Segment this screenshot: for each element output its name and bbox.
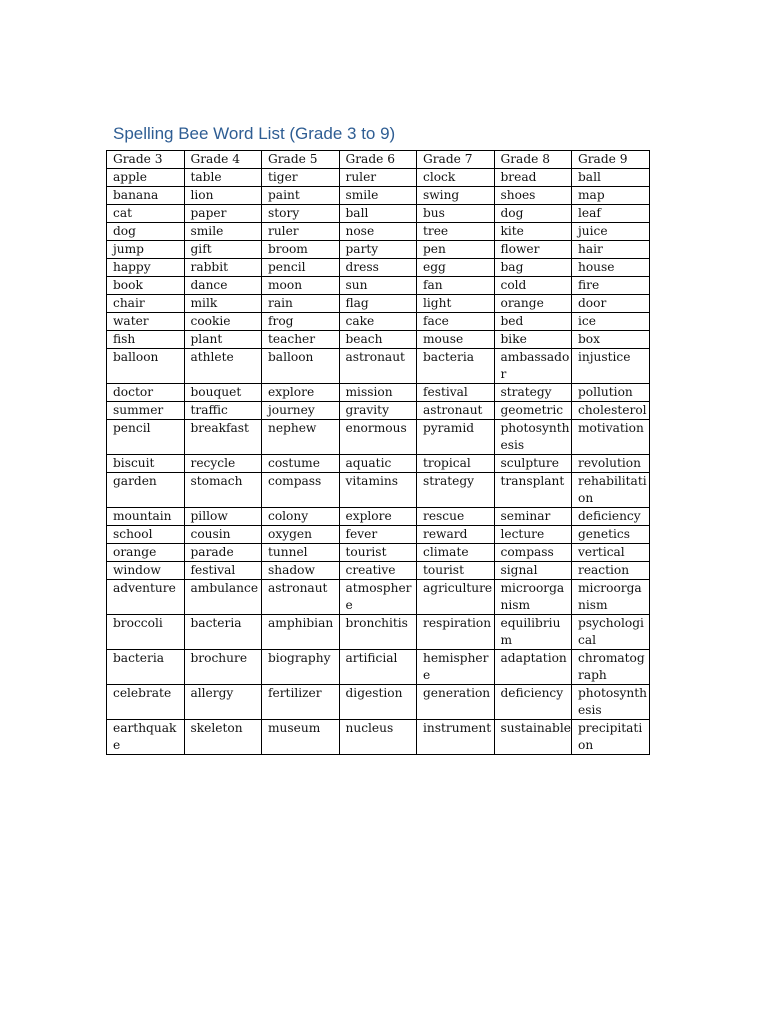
word-cell: fish [107, 331, 185, 349]
word-cell: bed [494, 313, 572, 331]
word-cell: gift [184, 241, 262, 259]
table-row [107, 685, 650, 720]
word-cell: water [107, 313, 185, 331]
word-cell: astronaut [262, 580, 340, 615]
column-header: Grade 8 [494, 151, 572, 169]
word-cell: cold [494, 277, 572, 295]
table-row [107, 295, 650, 313]
word-cell: ball [572, 169, 650, 187]
word-cell: brochure [184, 650, 262, 685]
word-cell: skeleton [184, 720, 262, 755]
word-cell: balloon [262, 349, 340, 384]
word-cell: light [417, 295, 495, 313]
word-cell: creative [339, 562, 417, 580]
word-cell: nose [339, 223, 417, 241]
table-row [107, 473, 650, 508]
word-cell: sun [339, 277, 417, 295]
word-cell: astronaut [339, 349, 417, 384]
word-cell: aquatic [339, 455, 417, 473]
word-cell: tree [417, 223, 495, 241]
word-cell: oxygen [262, 526, 340, 544]
word-cell: broom [262, 241, 340, 259]
word-cell: tourist [417, 562, 495, 580]
word-cell: bag [494, 259, 572, 277]
word-cell: sustainable [494, 720, 572, 755]
table-row [107, 187, 650, 205]
word-cell: tunnel [262, 544, 340, 562]
word-cell: enormous [339, 420, 417, 455]
word-cell: gravity [339, 402, 417, 420]
table-row [107, 241, 650, 259]
word-cell: colony [262, 508, 340, 526]
word-cell: pencil [107, 420, 185, 455]
word-cell: box [572, 331, 650, 349]
word-cell: dog [494, 205, 572, 223]
word-cell: juice [572, 223, 650, 241]
word-cell: costume [262, 455, 340, 473]
word-cell: ambassador [494, 349, 572, 384]
word-cell: respiration [417, 615, 495, 650]
word-cell: revolution [572, 455, 650, 473]
word-cell: lecture [494, 526, 572, 544]
word-cell: mission [339, 384, 417, 402]
word-cell: dog [107, 223, 185, 241]
table-row [107, 544, 650, 562]
table-row [107, 508, 650, 526]
word-cell: earthquake [107, 720, 185, 755]
word-cell: table [184, 169, 262, 187]
word-cell: orange [494, 295, 572, 313]
word-cell: mouse [417, 331, 495, 349]
word-cell: tropical [417, 455, 495, 473]
word-cell: stomach [184, 473, 262, 508]
word-cell: digestion [339, 685, 417, 720]
word-cell: adventure [107, 580, 185, 615]
word-cell: astronaut [417, 402, 495, 420]
word-cell: plant [184, 331, 262, 349]
word-cell: compass [494, 544, 572, 562]
word-cell: ambulance [184, 580, 262, 615]
column-header: Grade 4 [184, 151, 262, 169]
word-cell: cookie [184, 313, 262, 331]
word-cell: microorganism [494, 580, 572, 615]
table-row [107, 562, 650, 580]
word-cell: apple [107, 169, 185, 187]
table-row [107, 277, 650, 295]
column-header: Grade 6 [339, 151, 417, 169]
word-cell: reaction [572, 562, 650, 580]
word-cell: equilibrium [494, 615, 572, 650]
word-cell: pen [417, 241, 495, 259]
column-header: Grade 3 [107, 151, 185, 169]
word-cell: deficiency [572, 508, 650, 526]
table-row [107, 349, 650, 384]
word-cell: journey [262, 402, 340, 420]
word-cell: vitamins [339, 473, 417, 508]
word-cell: bacteria [417, 349, 495, 384]
word-cell: pollution [572, 384, 650, 402]
word-cell: cholesterol [572, 402, 650, 420]
word-cell: fertilizer [262, 685, 340, 720]
word-cell: rain [262, 295, 340, 313]
word-cell: strategy [417, 473, 495, 508]
word-cell: banana [107, 187, 185, 205]
word-cell: microorganism [572, 580, 650, 615]
word-cell: tiger [262, 169, 340, 187]
table-row [107, 720, 650, 755]
word-cell: bacteria [184, 615, 262, 650]
word-cell: ball [339, 205, 417, 223]
table-row [107, 169, 650, 187]
word-cell: shadow [262, 562, 340, 580]
word-cell: allergy [184, 685, 262, 720]
table-row [107, 259, 650, 277]
table-row [107, 420, 650, 455]
word-cell: geometric [494, 402, 572, 420]
table-row [107, 526, 650, 544]
word-cell: frog [262, 313, 340, 331]
word-cell: pyramid [417, 420, 495, 455]
word-cell: flag [339, 295, 417, 313]
word-cell: genetics [572, 526, 650, 544]
word-cell: photosynthesis [572, 685, 650, 720]
word-cell: story [262, 205, 340, 223]
word-cell: parade [184, 544, 262, 562]
word-cell: instrument [417, 720, 495, 755]
word-cell: flower [494, 241, 572, 259]
word-cell: recycle [184, 455, 262, 473]
word-cell: chromatograph [572, 650, 650, 685]
word-cell: nephew [262, 420, 340, 455]
word-cell: window [107, 562, 185, 580]
word-cell: traffic [184, 402, 262, 420]
column-header: Grade 7 [417, 151, 495, 169]
word-cell: generation [417, 685, 495, 720]
word-cell: fire [572, 277, 650, 295]
word-cell: fever [339, 526, 417, 544]
word-cell: museum [262, 720, 340, 755]
word-list-table [106, 150, 650, 755]
word-cell: adaptation [494, 650, 572, 685]
word-cell: climate [417, 544, 495, 562]
word-cell: house [572, 259, 650, 277]
word-cell: reward [417, 526, 495, 544]
word-cell: summer [107, 402, 185, 420]
word-cell: seminar [494, 508, 572, 526]
table-row [107, 615, 650, 650]
word-cell: bus [417, 205, 495, 223]
column-header: Grade 9 [572, 151, 650, 169]
table-header-row [107, 151, 650, 169]
word-cell: book [107, 277, 185, 295]
word-cell: photosynthesis [494, 420, 572, 455]
word-cell: agriculture [417, 580, 495, 615]
page-title: Spelling Bee Word List (Grade 3 to 9) [113, 124, 396, 143]
word-cell: athlete [184, 349, 262, 384]
word-cell: nucleus [339, 720, 417, 755]
word-cell: paper [184, 205, 262, 223]
word-cell: injustice [572, 349, 650, 384]
word-cell: clock [417, 169, 495, 187]
word-cell: bouquet [184, 384, 262, 402]
word-cell: garden [107, 473, 185, 508]
word-cell: festival [184, 562, 262, 580]
word-cell: psychological [572, 615, 650, 650]
word-cell: smile [184, 223, 262, 241]
word-cell: biography [262, 650, 340, 685]
word-cell: rabbit [184, 259, 262, 277]
word-cell: broccoli [107, 615, 185, 650]
word-cell: kite [494, 223, 572, 241]
word-cell: motivation [572, 420, 650, 455]
word-cell: dress [339, 259, 417, 277]
table-row [107, 384, 650, 402]
table-row [107, 223, 650, 241]
word-cell: doctor [107, 384, 185, 402]
word-cell: hair [572, 241, 650, 259]
word-cell: compass [262, 473, 340, 508]
table-row [107, 331, 650, 349]
word-cell: atmosphere [339, 580, 417, 615]
word-cell: rescue [417, 508, 495, 526]
word-cell: door [572, 295, 650, 313]
word-cell: ruler [339, 169, 417, 187]
word-cell: jump [107, 241, 185, 259]
word-cell: orange [107, 544, 185, 562]
word-cell: rehabilitation [572, 473, 650, 508]
word-cell: dance [184, 277, 262, 295]
word-cell: leaf [572, 205, 650, 223]
word-cell: hemisphere [417, 650, 495, 685]
word-cell: milk [184, 295, 262, 313]
word-cell: strategy [494, 384, 572, 402]
word-cell: paint [262, 187, 340, 205]
word-cell: school [107, 526, 185, 544]
table-row [107, 580, 650, 615]
word-cell: party [339, 241, 417, 259]
word-cell: egg [417, 259, 495, 277]
table-row [107, 313, 650, 331]
word-cell: bread [494, 169, 572, 187]
word-cell: happy [107, 259, 185, 277]
word-cell: swing [417, 187, 495, 205]
column-header: Grade 5 [262, 151, 340, 169]
table-row [107, 455, 650, 473]
word-cell: ruler [262, 223, 340, 241]
word-cell: precipitation [572, 720, 650, 755]
word-cell: explore [339, 508, 417, 526]
word-cell: breakfast [184, 420, 262, 455]
word-cell: vertical [572, 544, 650, 562]
table-row [107, 205, 650, 223]
word-cell: pillow [184, 508, 262, 526]
word-cell: teacher [262, 331, 340, 349]
word-cell: cat [107, 205, 185, 223]
table-row [107, 402, 650, 420]
word-cell: ice [572, 313, 650, 331]
word-cell: amphibian [262, 615, 340, 650]
word-cell: deficiency [494, 685, 572, 720]
word-cell: map [572, 187, 650, 205]
word-cell: mountain [107, 508, 185, 526]
word-cell: beach [339, 331, 417, 349]
word-cell: lion [184, 187, 262, 205]
word-cell: signal [494, 562, 572, 580]
word-cell: transplant [494, 473, 572, 508]
word-cell: festival [417, 384, 495, 402]
word-cell: sculpture [494, 455, 572, 473]
word-cell: celebrate [107, 685, 185, 720]
word-cell: explore [262, 384, 340, 402]
word-cell: smile [339, 187, 417, 205]
word-cell: chair [107, 295, 185, 313]
word-cell: bronchitis [339, 615, 417, 650]
word-cell: biscuit [107, 455, 185, 473]
word-cell: bike [494, 331, 572, 349]
word-cell: cousin [184, 526, 262, 544]
word-cell: bacteria [107, 650, 185, 685]
word-cell: artificial [339, 650, 417, 685]
word-cell: shoes [494, 187, 572, 205]
word-cell: tourist [339, 544, 417, 562]
word-cell: pencil [262, 259, 340, 277]
word-cell: moon [262, 277, 340, 295]
word-cell: cake [339, 313, 417, 331]
word-cell: balloon [107, 349, 185, 384]
word-cell: face [417, 313, 495, 331]
table-row [107, 650, 650, 685]
word-cell: fan [417, 277, 495, 295]
